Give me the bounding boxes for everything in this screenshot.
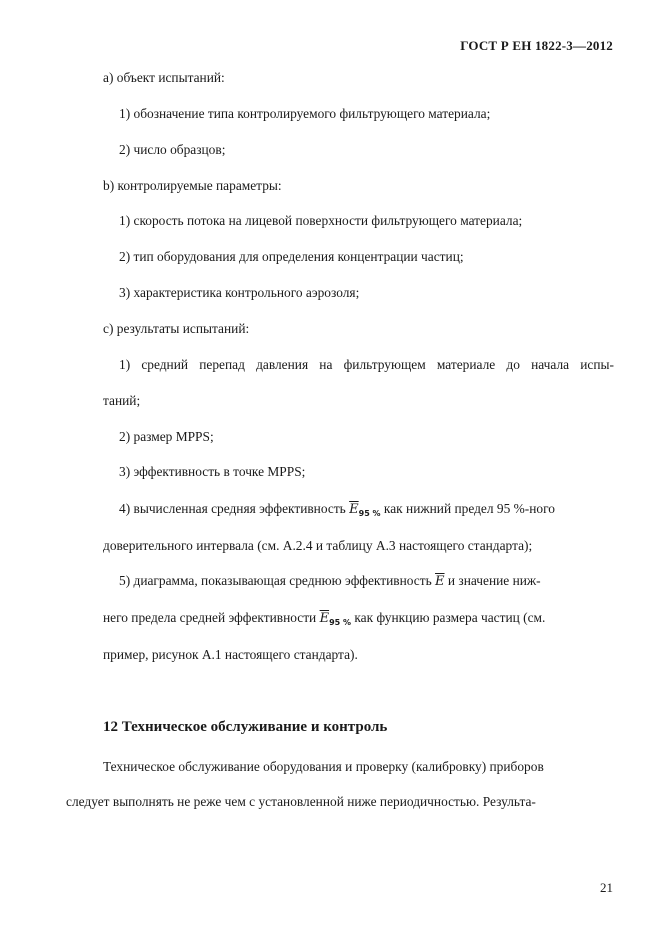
section-paragraph-line2: следует выполнять не реже чем с установленной ниже периодичностью. Результа-: [66, 794, 536, 809]
list-item-c: с) результаты испытаний:: [103, 321, 250, 336]
document-header: ГОСТ Р ЕН 1822-3—2012: [460, 38, 613, 53]
mean-efficiency-95-symbol-2: $\overline{E}_{95 \%}$: [319, 611, 352, 627]
c5-line2-post: как функцию размера частиц (см.: [351, 610, 546, 625]
mean-efficiency-symbol: $\overline{E}$: [435, 574, 445, 589]
section-paragraph-line1: Техническое обслуживание оборудования и проверку (калибровку) приборов: [103, 759, 544, 774]
c5-text-pre: 5) диаграмма, показывающая среднюю эффективность: [119, 573, 436, 588]
section-heading: 12 Техническое обслуживание и контроль: [103, 719, 388, 735]
list-item-b: b) контролируемые параметры:: [103, 178, 282, 193]
list-item-c5-line1: [119, 572, 614, 591]
list-item-a2: 2) число образцов;: [119, 142, 226, 157]
list-item-c2: 2) размер MPPS;: [119, 429, 214, 444]
c5-line2-pre: него предела средней эффективности: [103, 610, 320, 625]
c4-text-post: как нижний предел 95 %-ного: [380, 501, 555, 516]
list-item-c1-line2: таний;: [103, 393, 141, 408]
list-item-b1: 1) скорость потока на лицевой поверхности фильтрующего материала;: [119, 213, 523, 228]
list-item-c5-line3: пример, рисунок А.1 настоящего стандарта).: [103, 647, 358, 662]
list-item-c4-line1: [119, 500, 614, 523]
list-item-c4-line2: доверительного интервала (см. А.2.4 и таблицу А.3 настоящего стандарта);: [103, 538, 533, 553]
c4-text-pre: 4) вычисленная средняя эффективность: [119, 501, 350, 516]
list-item-c3: 3) эффективность в точке MPPS;: [119, 464, 306, 479]
list-item-c5-line2: [103, 609, 614, 632]
list-item-c1-line1: 1) средний перепад давления на фильтрующем материале до начала испы-: [119, 357, 614, 372]
page-number: 21: [600, 880, 613, 895]
list-item-a: а) объект испытаний:: [103, 70, 225, 85]
list-item-a1: 1) обозначение типа контролируемого фильтрующего материала;: [119, 106, 491, 121]
mean-efficiency-95-symbol: $\overline{E}_{95 \%}$: [349, 502, 381, 518]
c5-text-post: и значение ниж-: [444, 573, 541, 588]
list-item-b2: 2) тип оборудования для определения концентрации частиц;: [119, 249, 464, 264]
list-item-b3: 3) характеристика контрольного аэрозоля;: [119, 285, 360, 300]
